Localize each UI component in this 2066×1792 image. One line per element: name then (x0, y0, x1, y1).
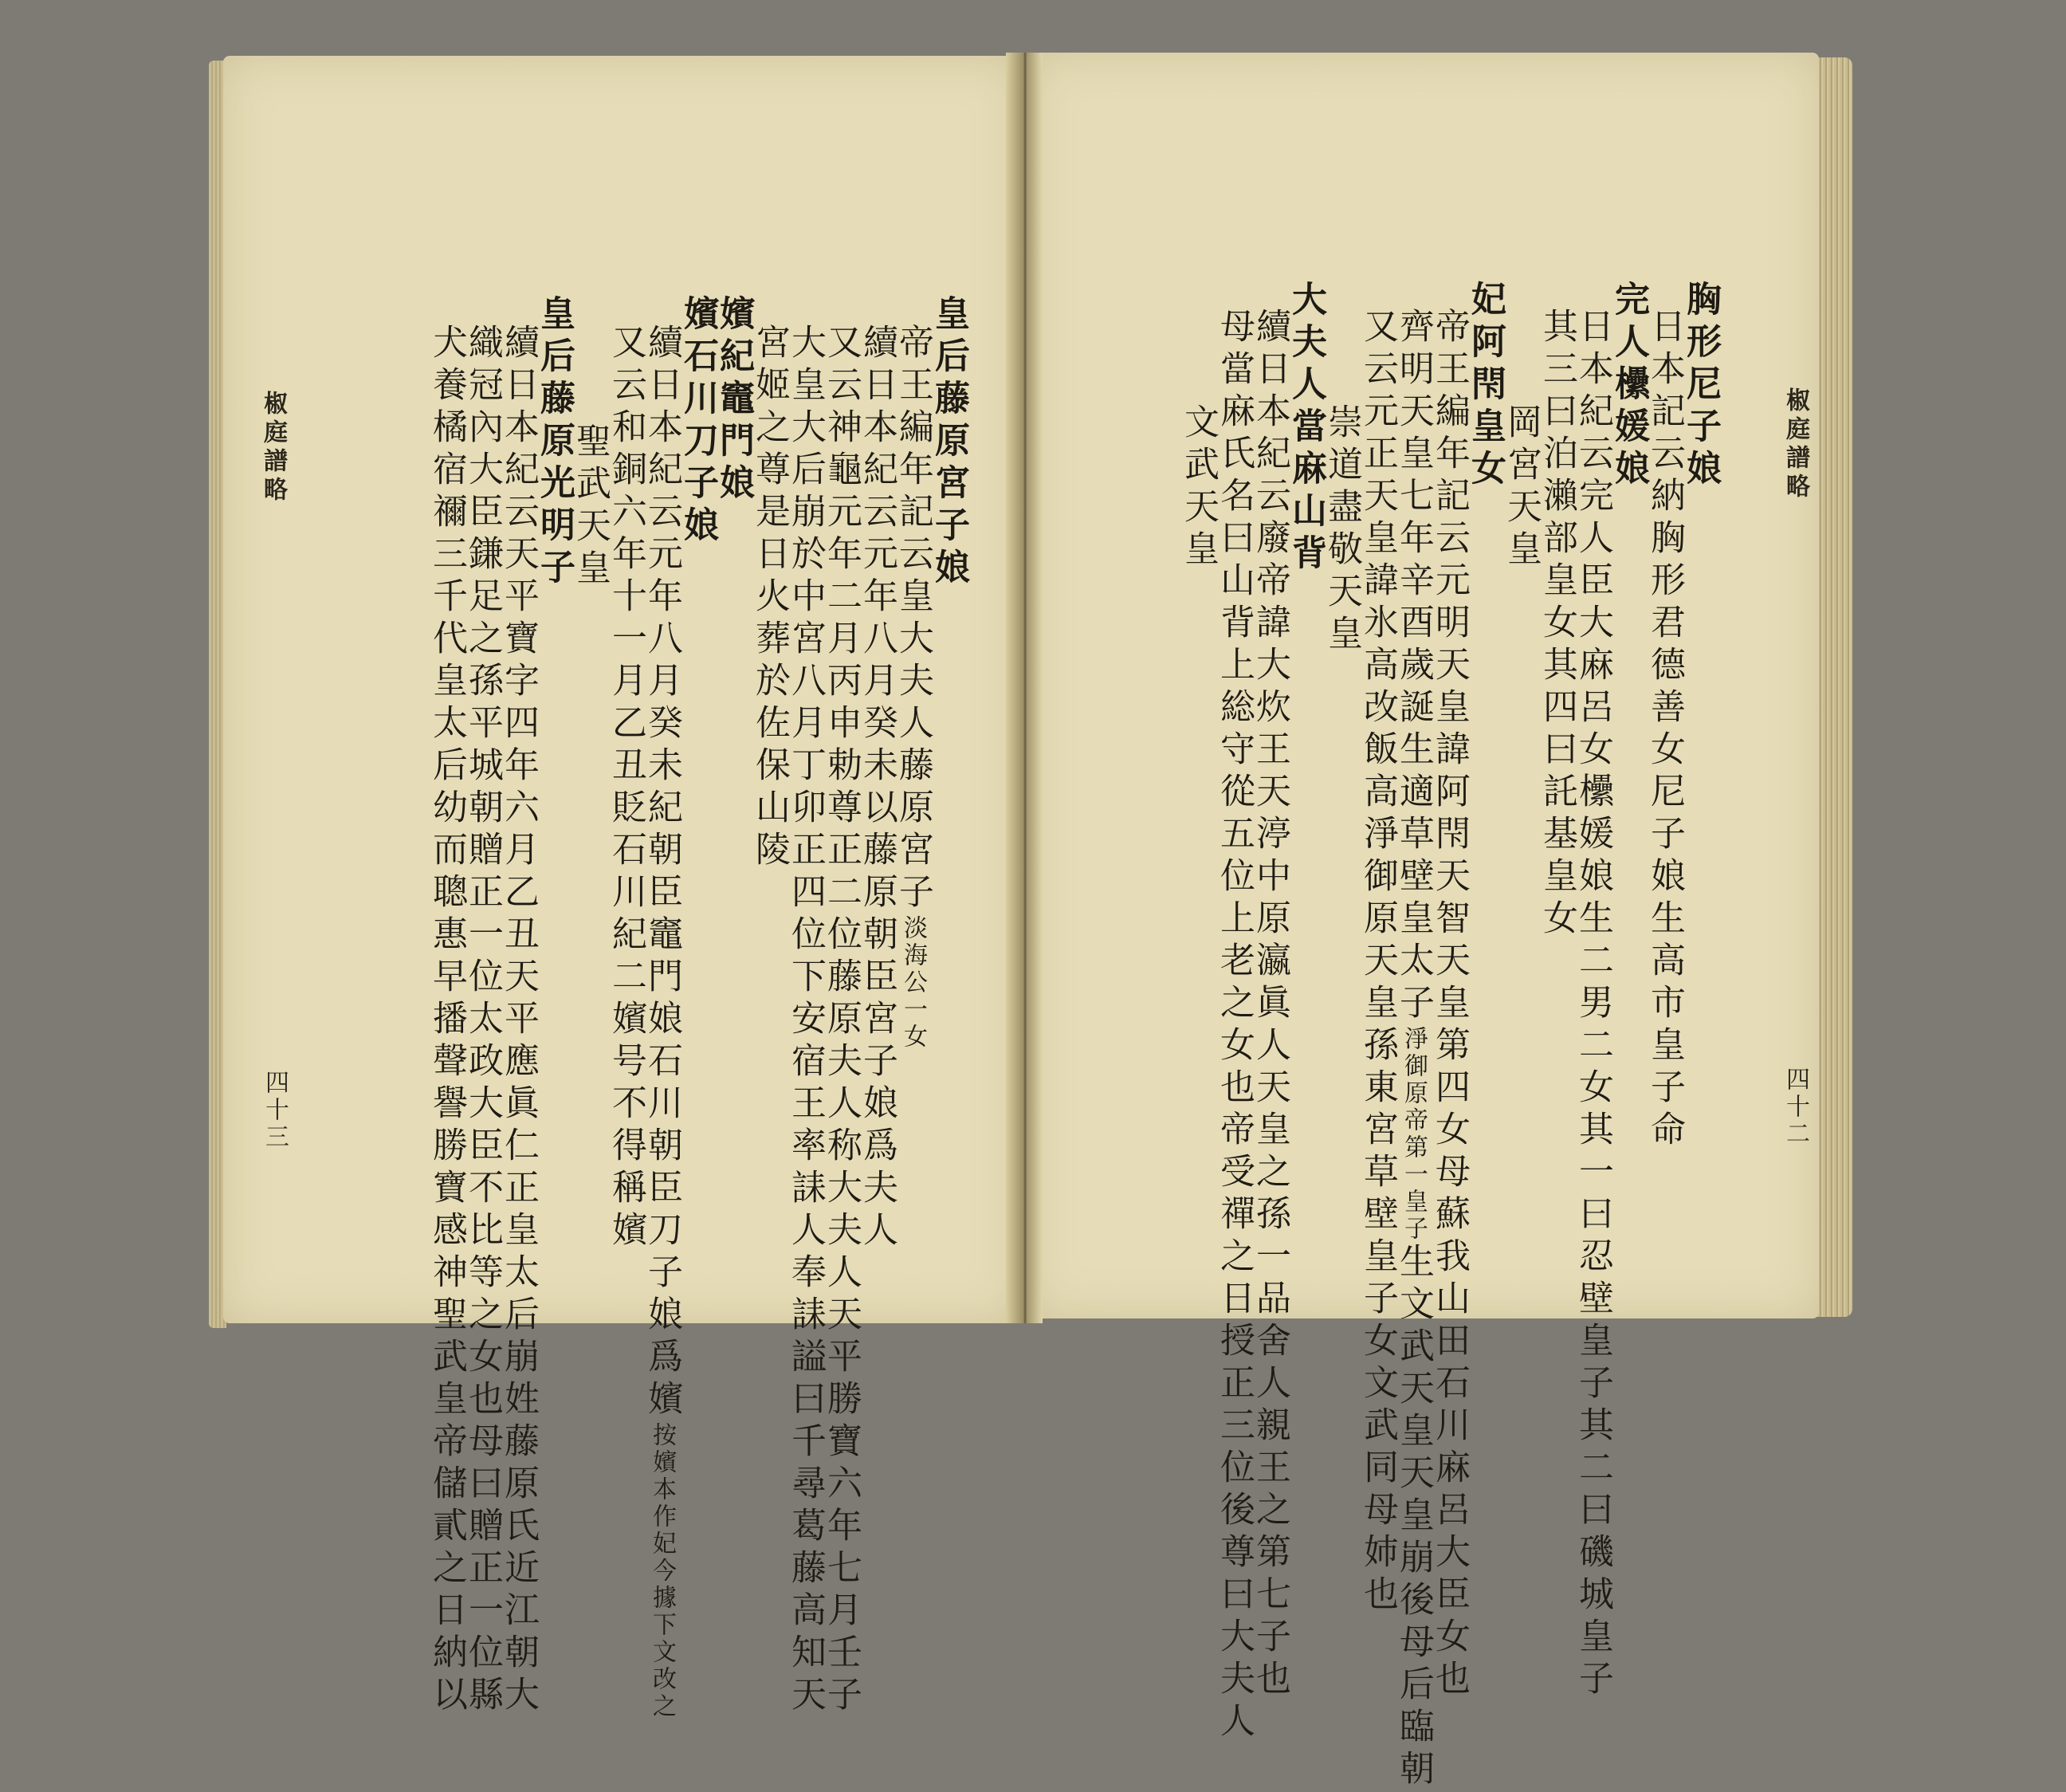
folio-left: 四十三 (261, 1070, 289, 1151)
column-text: 日本記云納胸形君德善女尼子娘生高市皇子命 (1644, 308, 1685, 1153)
text-column (426, 324, 466, 1718)
text-column (713, 295, 753, 506)
column-text: 大夫人當麻山背 (1286, 281, 1326, 576)
text-column (1537, 308, 1577, 941)
column-text: 嬪紀竈門娘 (713, 295, 754, 506)
column-text: 續日本紀云廢帝諱大炊王天渟中原瀛眞人天皇之孫一品舍人親王之第七子也 (1250, 308, 1290, 1702)
text-column (1429, 308, 1469, 1702)
interlinear-note: 按嬪本作妃今據下文改之 (648, 1422, 676, 1720)
column-text: 妃阿閇皇女 (1465, 281, 1506, 492)
text-column (929, 295, 968, 591)
text-column (462, 324, 502, 1718)
column-text: 完人欙媛娘 (1608, 281, 1649, 492)
book-gutter (1006, 53, 1043, 1323)
text-column (1573, 308, 1612, 1702)
column-text: 皇后藤原光明子 (534, 295, 575, 591)
column-text-continued: 生文武天皇天皇崩後母后臨朝 (1393, 1243, 1434, 1792)
column-text: 母當麻氏名曰山背上総守從五位上老之女也帝受禪之日授正三位後尊曰大夫人 (1214, 308, 1255, 1744)
column-text: 崇道盡敬天皇 (1322, 403, 1362, 657)
running-title-left: 椒庭譜略 (259, 391, 287, 505)
right-page (1028, 53, 1819, 1792)
text-column (1465, 281, 1505, 492)
text-column (642, 324, 681, 1720)
column-text: 又云元正天皇諱氷高改飯高淨御原天皇孫東宮草壁皇子女文武同母姉也 (1357, 308, 1398, 1617)
text-column (1608, 281, 1648, 492)
column-text: 文武天皇 (1178, 403, 1219, 572)
text-column (1644, 308, 1684, 1153)
text-column (1250, 308, 1290, 1702)
column-text: 又云神龜元年二月丙申勅尊正二位藤原夫人称大夫人天平勝寶六年七月壬子 (821, 324, 862, 1718)
interlinear-note: 淨御原帝第一皇子 (1400, 1026, 1428, 1243)
column-text: 日本紀云完人臣大麻呂女欙媛娘生二男二女其一曰忍壁皇子其二曰磯城皇子 (1573, 308, 1613, 1702)
text-column (1680, 281, 1720, 492)
text-column (1178, 403, 1218, 572)
column-text: 續日本紀云天平寶字四年六月乙丑天平應眞仁正皇太后崩姓藤原氏近江朝大 (498, 324, 539, 1718)
column-text: 帝王編年記云元明天皇諱阿閇天智天皇第四女母蘇我山田石川麻呂大臣女也 (1429, 308, 1470, 1702)
column-text: 帝王編年記云皇大夫人藤原宮子 (893, 324, 933, 915)
text-column (785, 324, 825, 1718)
column-text: 嬪石川刀子娘 (678, 295, 718, 548)
column-text: 皇后藤原宮子娘 (929, 295, 969, 591)
text-column (1501, 403, 1541, 572)
folio-right: 四十二 (1781, 1067, 1809, 1148)
column-text: 織冠內大臣鎌足之孫平城朝贈正一位太政大臣不比等之女也母曰贈正一位縣 (462, 324, 503, 1718)
text-column (534, 295, 574, 591)
text-column (606, 324, 646, 1253)
text-column (1322, 403, 1361, 657)
column-text: 犬養橘宿禰三千代皇太后幼而聰惠早播聲譽勝寶感神聖武皇帝儲貳之日納以 (426, 324, 467, 1718)
column-text: 岡宮天皇 (1501, 403, 1542, 572)
column-text: 其三曰泊瀨部皇女其四曰託基皇女 (1537, 308, 1577, 941)
left-page (223, 56, 1020, 1720)
text-column (1214, 308, 1254, 1744)
column-text: 大皇大后崩於中宮八月丁卯正四位下安宿王率誄人奉誄謚曰千尋葛藤高知天 (785, 324, 826, 1718)
column-text: 胸形尼子娘 (1680, 281, 1721, 492)
column-text: 宮姬之尊是日火葬於佐保山陵 (749, 324, 790, 873)
text-column (1393, 308, 1433, 1792)
text-column (1286, 281, 1326, 576)
text-column (893, 324, 933, 1051)
column-text: 續日本紀云元年八月癸未以藤原朝臣宮子娘爲夫人 (857, 324, 897, 1253)
column-text: 齊明天皇七年辛酉歲誕生適草壁皇太子 (1393, 308, 1434, 1026)
interlinear-note: 淡海公一女 (899, 915, 927, 1051)
text-column (570, 422, 610, 591)
column-text: 聖武天皇 (570, 422, 611, 591)
text-column (749, 324, 789, 873)
column-text: 又云和銅六年十一月乙丑貶石川紀二嬪号不得稱嬪 (606, 324, 646, 1253)
text-column (498, 324, 538, 1718)
text-column (678, 295, 717, 548)
text-column (857, 324, 897, 1253)
text-column (1357, 308, 1397, 1617)
column-text: 續日本紀云元年八月癸未紀朝臣竈門娘石川朝臣刀子娘爲嬪 (642, 324, 682, 1422)
text-column (821, 324, 861, 1718)
running-title-right: 椒庭譜略 (1781, 387, 1809, 502)
